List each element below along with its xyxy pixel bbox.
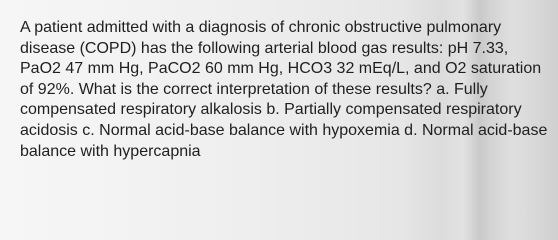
question-card [20,18,548,162]
question-text: A patient admitted with a diagnosis of chronic obstructive pulmonary disease (COPD) has the following arterial blood gas results: pH 7.33, PaO2 47 mm Hg, PaCO2 60 mm Hg, HCO3 32 mEq/L, and O2 saturation of 92%. What is the correct interpretation of these results? a. Fully compensated respiratory alkalosis b. Partially compensated respiratory acidosis c. Normal acid-base balance with hypoxemia d. Normal acid-base balance with hypercapnia [20,19,548,160]
